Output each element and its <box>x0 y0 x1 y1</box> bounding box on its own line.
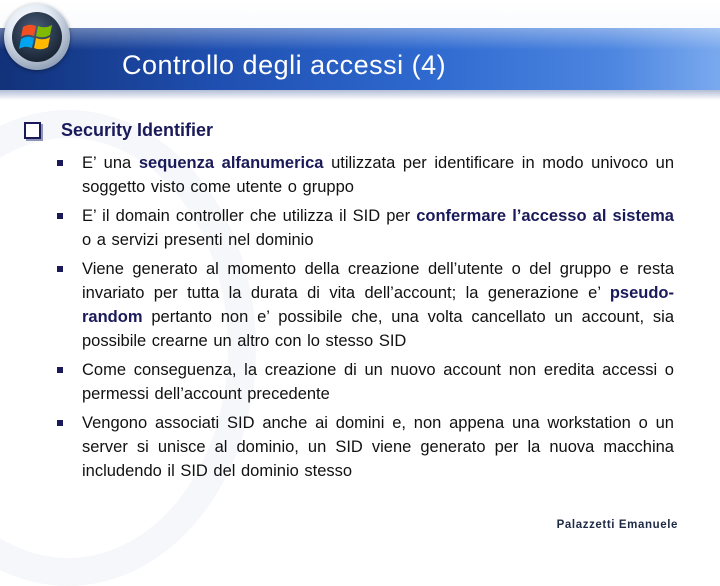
bullet-text: Come conseguenza, la creazione di un nuovo account non eredita accessi o permessi dell’account precedente <box>82 361 674 403</box>
bullet-item <box>82 151 674 199</box>
title-band-highlight <box>0 28 720 50</box>
bullet-text: o a servizi presenti nel dominio <box>82 231 314 249</box>
highlighted-text: confermare l’accesso al sistema <box>416 207 674 225</box>
title-band-shadow <box>0 90 720 100</box>
bullet-text: pertanto non e’ possibile che, una volta cancellato un account, sia possibile crearne un altro con lo stesso SID <box>82 308 674 350</box>
bullet-text: utilizzata per identificare in modo univoco un soggetto visto come utente o gruppo <box>82 154 674 196</box>
footer-author: Palazzetti Emanuele <box>556 519 678 531</box>
bullet-square-icon <box>57 420 63 426</box>
bullet-text: Vengono associati SID anche ai domini e, non appena una workstation o un server si unisce al dominio, un SID viene generato per la nuova macchina includendo il SID del dominio stesso <box>82 414 674 480</box>
slide-title: Controllo degli accessi (4) <box>122 50 447 80</box>
bullet-square-icon <box>57 367 63 373</box>
title-banner <box>0 0 720 100</box>
bullet-text: E’ una <box>82 154 139 172</box>
bullet-text: Viene generato al momento della creazione dell’utente o del gruppo e resta invariato per tutta la durata di vita dell’account; la generazione e’ <box>82 260 674 302</box>
section-heading <box>24 120 213 141</box>
bullet-list <box>82 151 674 483</box>
bullet-square-icon <box>57 266 63 272</box>
bullet-square-icon <box>57 213 63 219</box>
bullet-item <box>82 204 674 252</box>
windows-logo-icon <box>4 4 70 70</box>
checkbox-bullet-icon <box>24 122 41 139</box>
section-title: Security Identifier <box>61 120 214 140</box>
bullet-item <box>82 358 674 406</box>
bullet-item <box>82 411 674 483</box>
bullet-item <box>82 257 674 353</box>
bullet-text: E’ il domain controller che utilizza il SID per <box>82 207 417 225</box>
highlighted-text: pseudo-random <box>82 284 674 326</box>
bullet-square-icon <box>57 160 63 166</box>
highlighted-text: sequenza alfanumerica <box>138 154 324 172</box>
